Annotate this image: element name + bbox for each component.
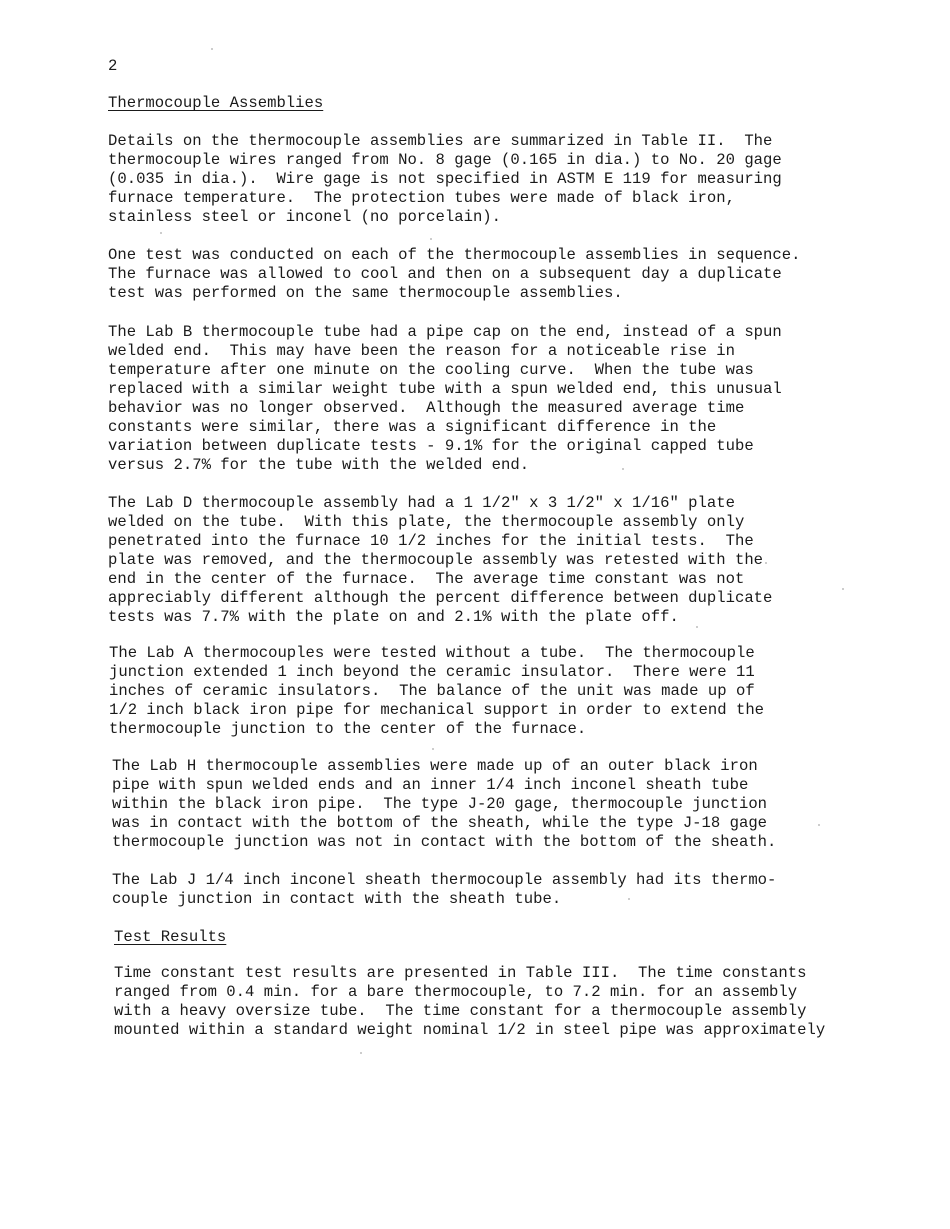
text-line: The Lab D thermocouple assembly had a 1 1/2" x 3 1/2" x 1/16" plate <box>108 494 735 512</box>
text-line: plate was removed, and the thermocouple assembly was retested with the <box>108 551 764 569</box>
text-line: (0.035 in dia.). Wire gage is not specified in ASTM E 119 for measuring <box>108 170 782 188</box>
text-line: couple junction in contact with the sheath tube. <box>112 890 562 908</box>
scan-speck <box>628 898 630 900</box>
paragraph <box>108 246 868 303</box>
text-line: test was performed on the same thermocouple assemblies. <box>108 284 623 302</box>
text-line: The Lab J 1/4 inch inconel sheath thermocouple assembly had its thermo- <box>112 871 777 889</box>
text-line: temperature after one minute on the cooling curve. When the tube was <box>108 361 754 379</box>
text-line: replaced with a similar weight tube with a spun welded end, this unusual <box>108 380 782 398</box>
text-line: variation between duplicate tests - 9.1% for the original capped tube <box>108 437 754 455</box>
text-line: The Lab H thermocouple assemblies were made up of an outer black iron <box>112 757 758 775</box>
page-number: 2 <box>108 57 118 75</box>
text-line: tests was 7.7% with the plate on and 2.1% with the plate off. <box>108 608 679 626</box>
text-line: ranged from 0.4 min. for a bare thermocouple, to 7.2 min. for an assembly <box>114 983 798 1001</box>
text-line: behavior was no longer observed. Although the measured average time <box>108 399 745 417</box>
paragraph <box>108 323 868 475</box>
scan-speck <box>430 238 432 240</box>
text-line: penetrated into the furnace 10 1/2 inches for the initial tests. The <box>108 532 754 550</box>
text-line: stainless steel or inconel (no porcelain). <box>108 208 502 226</box>
paragraph <box>112 757 872 852</box>
text-line: appreciably different although the percent difference between duplicate <box>108 589 773 607</box>
text-line: was in contact with the bottom of the sheath, while the type J-18 gage <box>112 814 768 832</box>
text-line: 1/2 inch black iron pipe for mechanical support in order to extend the <box>109 701 765 719</box>
scan-speck <box>622 468 624 470</box>
paragraph <box>108 132 868 227</box>
scan-speck <box>160 232 162 234</box>
scan-speck <box>360 1052 362 1054</box>
text-line: The furnace was allowed to cool and then on a subsequent day a duplicate <box>108 265 782 283</box>
text-line: Details on the thermocouple assemblies are summarized in Table II. The <box>108 132 773 150</box>
text-line: mounted within a standard weight nominal 1/2 in steel pipe was approximately <box>114 1021 826 1039</box>
text-line: constants were similar, there was a significant difference in the <box>108 418 717 436</box>
scan-speck <box>432 748 434 750</box>
text-line: furnace temperature. The protection tubes were made of black iron, <box>108 189 735 207</box>
text-line: Time constant test results are presented in Table III. The time constants <box>114 964 807 982</box>
text-line: within the black iron pipe. The type J-20 gage, thermocouple junction <box>112 795 768 813</box>
text-line: versus 2.7% for the tube with the welded end. <box>108 456 530 474</box>
text-line: thermocouple junction to the center of the furnace. <box>109 720 587 738</box>
text-line: The Lab B thermocouple tube had a pipe cap on the end, instead of a spun <box>108 323 782 341</box>
text-line: One test was conducted on each of the thermocouple assemblies in sequence. <box>108 246 801 264</box>
text-line: junction extended 1 inch beyond the ceramic insulator. There were 11 <box>109 663 755 681</box>
section-heading-test-results: Test Results <box>114 928 227 946</box>
text-line: thermocouple wires ranged from No. 8 gage (0.165 in dia.) to No. 20 gage <box>108 151 782 169</box>
section-heading-thermocouple-assemblies: Thermocouple Assemblies <box>108 94 324 112</box>
scan-speck <box>818 824 820 826</box>
scan-speck <box>696 626 698 628</box>
paragraph <box>108 494 868 627</box>
text-line: welded on the tube. With this plate, the thermocouple assembly only <box>108 513 745 531</box>
text-line: thermocouple junction was not in contact with the bottom of the sheath. <box>112 833 777 851</box>
text-line: The Lab A thermocouples were tested without a tube. The thermocouple <box>109 644 755 662</box>
scan-speck <box>765 562 767 564</box>
text-line: with a heavy oversize tube. The time constant for a thermocouple assembly <box>114 1002 807 1020</box>
paragraph <box>114 964 874 1040</box>
paragraph <box>109 644 869 739</box>
text-line: pipe with spun welded ends and an inner 1/4 inch inconel sheath tube <box>112 776 749 794</box>
paragraph <box>112 871 872 909</box>
text-line: welded end. This may have been the reason for a noticeable rise in <box>108 342 735 360</box>
text-line: end in the center of the furnace. The average time constant was not <box>108 570 745 588</box>
scan-speck <box>211 48 213 50</box>
text-line: inches of ceramic insulators. The balance of the unit was made up of <box>109 682 755 700</box>
scan-speck <box>842 588 844 590</box>
